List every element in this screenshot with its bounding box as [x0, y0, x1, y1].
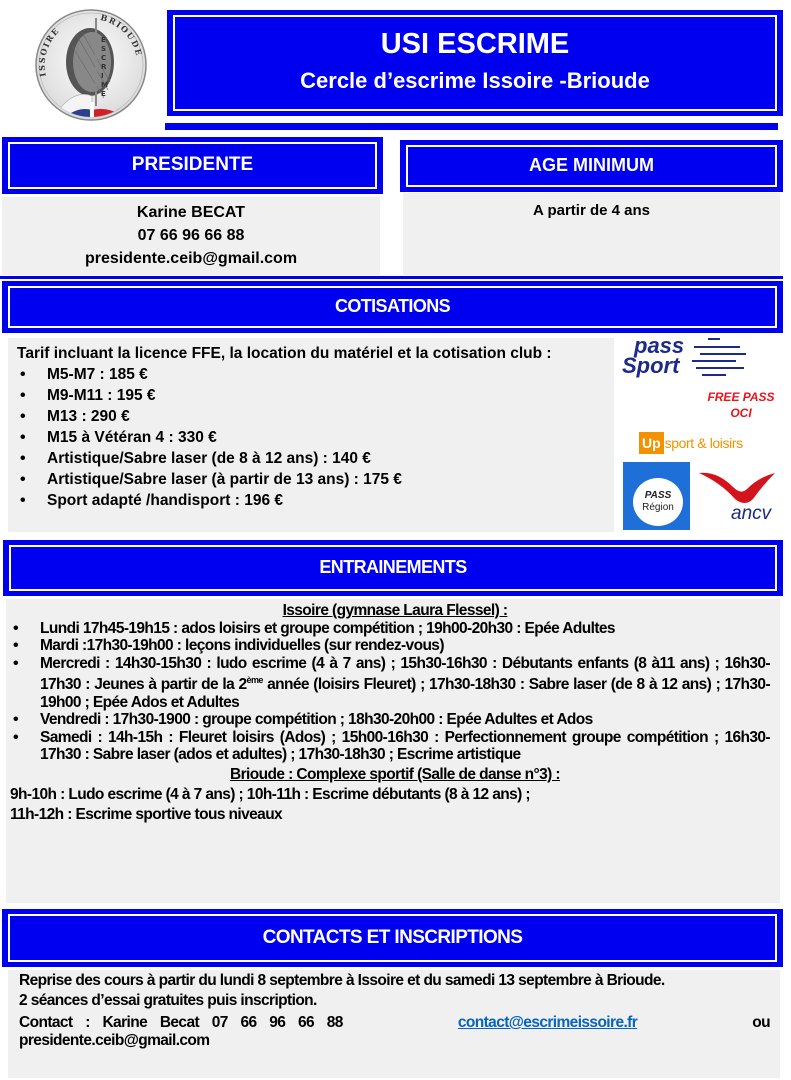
logo-vertical-text: E S C R I M E — [101, 36, 108, 98]
issoire-schedule-list — [10, 620, 770, 764]
issoire-title: Issoire (gymnase Laura Flessel) : — [282, 602, 508, 619]
cotisations-panel — [8, 338, 614, 532]
brioude-title: Brioude : Complexe sportif (Salle de danse n°3) : — [230, 765, 560, 783]
up-sport-loisirs-logo — [639, 430, 743, 456]
presidente-name: Karine BECAT — [136, 204, 246, 221]
presidente-heading: PRESIDENTE — [131, 154, 254, 175]
pass-region-line1: PASS — [644, 490, 672, 501]
ancv-logo — [697, 465, 785, 531]
superscript-ordinal: ème — [246, 675, 263, 685]
age-value: A partir de 4 ans — [533, 202, 650, 219]
presidente-heading-box — [2, 137, 383, 194]
header-underline — [165, 123, 778, 130]
contacts-heading: CONTACTS ET INSCRIPTIONS — [262, 927, 523, 948]
entrainements-heading: ENTRAINEMENTS — [319, 557, 467, 577]
pass-region-line2: Région — [642, 502, 674, 513]
contacts-heading-box — [2, 909, 783, 967]
contacts-or: ou — [752, 1014, 770, 1031]
contacts-panel — [8, 970, 780, 1078]
schedule-item: • Mardi :17h30-19h00 : leçons individuelles (sur rendez-vous) — [10, 637, 770, 655]
cotisation-item: • M15 à Vétéran 4 : 330 € — [17, 427, 608, 448]
brioude-line-2: 11h-12h : Escrime sportive tous niveaux — [10, 806, 283, 824]
header-banner — [167, 10, 783, 116]
pass-sport-logo — [620, 335, 740, 385]
cotisations-heading-box — [2, 281, 783, 333]
presidente-phone: 07 66 96 66 88 — [137, 227, 245, 244]
free-pass-line1: FREE PASS — [707, 390, 775, 404]
cotisation-item: • M9-M11 : 195 € — [17, 385, 608, 406]
cotisations-intro: Tarif incluant la licence FFE, la location du matériel et la cotisation club : — [17, 345, 552, 362]
entrainements-panel — [6, 599, 780, 903]
cotisation-item: • M13 : 290 € — [17, 406, 608, 427]
page-title: USI ESCRIME — [380, 28, 570, 60]
cotisation-item: • Artistique/Sabre laser (à partir de 13 ans) : 175 € — [17, 469, 608, 490]
contacts-essai: 2 séances d’essai gratuites puis inscription. — [19, 992, 317, 1009]
pass-region-logo — [623, 462, 690, 530]
divider-line — [0, 276, 783, 279]
cotisations-heading: COTISATIONS — [334, 296, 451, 316]
cotisations-logos — [617, 335, 785, 533]
logo-arc-right: BRIOUDE — [99, 12, 145, 58]
logo-arc-left: ISSOIRE — [36, 25, 62, 78]
ancv-bird-icon — [697, 465, 777, 507]
contacts-line — [19, 1014, 770, 1032]
presidente-panel — [2, 197, 380, 275]
schedule-item-text: Mercredi : 14h30-15h30 : ludo escrime (4 à 7 ans) ; 15h30-16h30 : Débutants enfants (8 à11 ans) ; 16h30-17h30 : Jeunes à partir de la 2 — [40, 654, 770, 694]
schedule-item: • Lundi 17h45-19h15 : ados loisirs et groupe compétition ; 19h00-20h30 : Epée Adultes — [10, 620, 770, 638]
up-badge: Up — [639, 432, 664, 454]
ancv-text: ancv — [731, 503, 772, 524]
entrainements-heading-box — [3, 540, 783, 596]
schedule-item-text: année (loisirs Fleuret) ; 17h30-18h30 : Sabre laser (de 8 à 12 ans) ; 17h30-19h00 ; Epée Ados et Adultes — [40, 676, 770, 711]
free-pass-line2: OCI — [730, 406, 752, 420]
club-logo — [32, 6, 150, 124]
cotisation-item: • M5-M7 : 185 € — [17, 364, 608, 385]
age-panel — [403, 193, 780, 275]
schedule-item: • Samedi : 14h-15h : Fleuret loisirs (Ados) ; 15h00-16h30 : Perfectionnement groupe compétition ; 16h30-17h30 : Sabre laser (ados et adultes) ; 17h30-18h30 ; Escrime artistique — [10, 729, 770, 764]
fencing-mask-logo-icon — [32, 6, 150, 124]
cotisations-list — [17, 364, 608, 511]
page-subtitle: Cercle d’escrime Issoire -Brioude — [300, 68, 650, 93]
up-text: sport & loisirs — [664, 435, 743, 451]
schedule-item — [10, 655, 770, 712]
free-pass-logo — [697, 389, 785, 421]
schedule-item: • Vendredi : 17h30-1900 : groupe compétition ; 18h30-20h00 : Epée Adultes et Ados — [10, 711, 770, 729]
age-heading: AGE MINIMUM — [529, 155, 654, 175]
contacts-prefix: Contact : Karine Becat 07 66 96 66 88 — [19, 1014, 343, 1031]
cotisation-item: • Artistique/Sabre laser (de 8 à 12 ans) : 140 € — [17, 448, 608, 469]
cotisation-item: • Sport adapté /handisport : 196 € — [17, 490, 608, 511]
presidente-email: presidente.ceib@gmail.com — [84, 250, 298, 267]
contacts-email: presidente.ceib@gmail.com — [19, 1032, 210, 1049]
pass-sport-stripes-icon — [690, 337, 748, 381]
pass-sport-line2: Sport — [622, 353, 680, 378]
brioude-line-1: 9h-10h : Ludo escrime (4 à 7 ans) ; 10h-11h : Escrime débutants (8 à 12 ans) ; — [10, 786, 530, 804]
contact-email-link[interactable]: contact@escrimeissoire.fr — [457, 1014, 638, 1031]
pass-sport-line1: pass — [634, 333, 685, 358]
contacts-reprise: Reprise des cours à partir du lundi 8 septembre à Issoire et du samedi 13 septembre à Brioude. — [19, 972, 665, 989]
age-heading-box — [400, 140, 783, 192]
